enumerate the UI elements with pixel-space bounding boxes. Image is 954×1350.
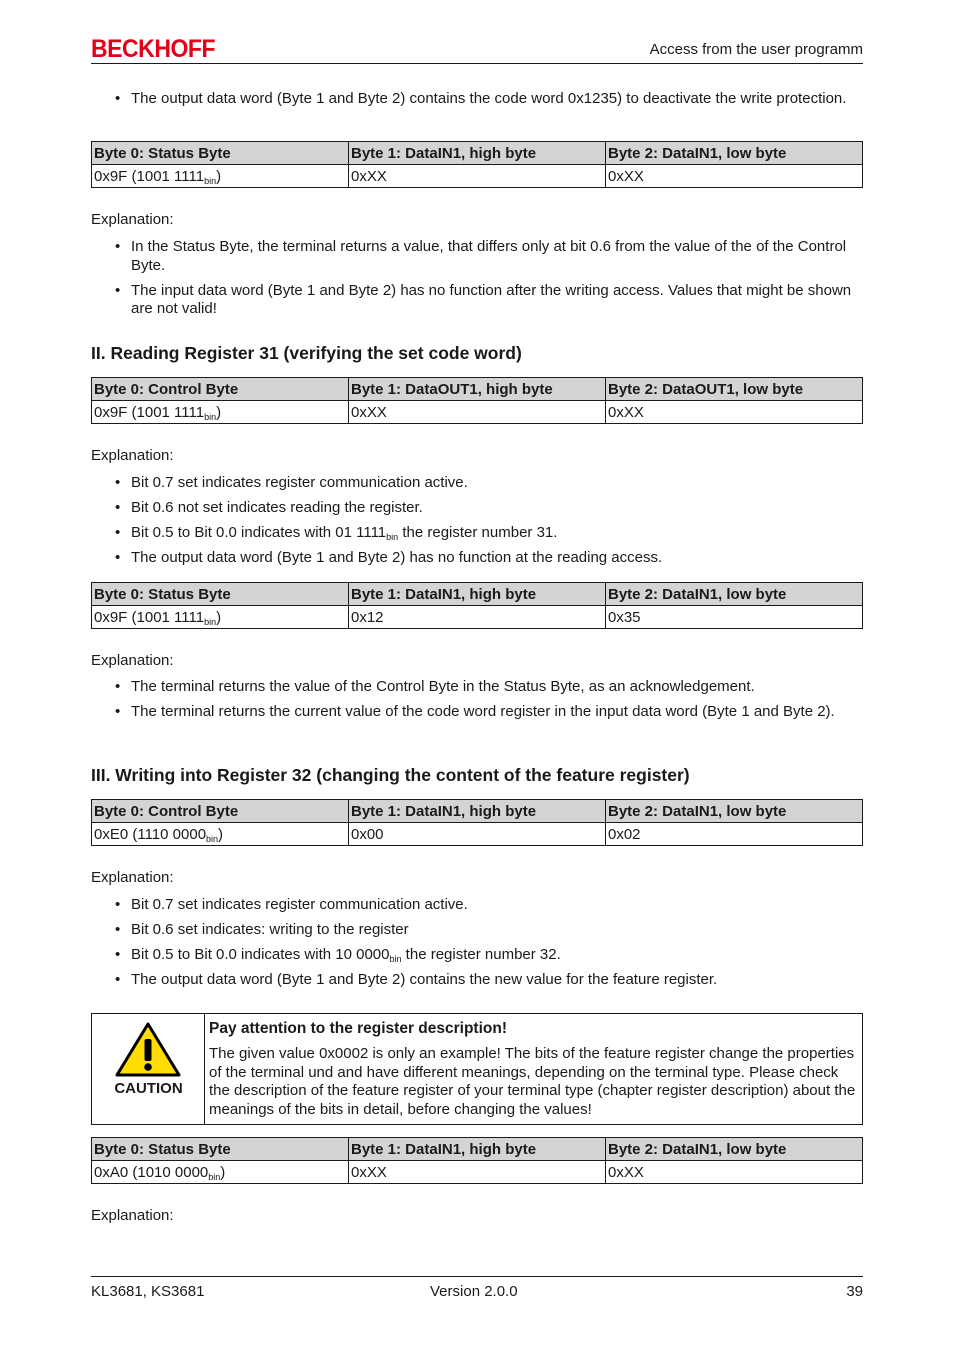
footer-version: Version 2.0.0: [430, 1283, 518, 1300]
explanation-label: Explanation:: [91, 1207, 174, 1224]
table-cell: 0x9F (1001 $1111_{bin}$): [92, 401, 349, 424]
table-cell: 0x9F (1001 $1111_{bin}$): [92, 165, 349, 188]
list-item: • In the Status Byte, the terminal returns a value, that differs only at bit 0.6 from the value of the of the Control Byte.: [115, 238, 847, 274]
caution-content: [209, 1019, 859, 1119]
list-item: • Bit 0.7 set indicates register communication active.: [115, 474, 468, 491]
table-cell: 0x12: [349, 606, 606, 629]
intro-bullets: [91, 90, 863, 115]
caution-title: Pay attention to the register description!: [209, 1020, 507, 1037]
explanation-bullets-3: [91, 678, 863, 728]
table-row: [92, 1161, 863, 1184]
table-cell: 0x02: [606, 823, 863, 846]
list-item: • The output data word (Byte 1 and Byte 2) contains the code word 0x1235) to deactivate the write protection.: [115, 90, 847, 107]
section-heading-writing-register: III. Writing into Register 32 (changing the content of the feature register): [91, 765, 690, 785]
explanation-label: Explanation:: [91, 652, 174, 669]
table-status-byte-3: [91, 582, 863, 629]
table-row: [92, 823, 863, 846]
list-item: • The terminal returns the current value of the code word register in the input data word (Byte 1 and Byte 2).: [115, 703, 835, 720]
list-item: • Bit 0.6 set indicates: writing to the register: [115, 921, 409, 938]
table-header-cell: Byte 1: DataIN1, high byte: [349, 800, 606, 823]
caution-icon-panel: [92, 1014, 205, 1124]
table-cell: 0x00: [349, 823, 606, 846]
table-row: [92, 606, 863, 629]
table-header-cell: Byte 2: DataOUT1, low byte: [606, 378, 863, 401]
list-item: • The input data word (Byte 1 and Byte 2) has no function after the writing access. Values that might be shown are not valid!: [115, 281, 852, 317]
table-cell: 0xXX: [606, 165, 863, 188]
table-cell: 0x35: [606, 606, 863, 629]
explanation-bullets-1: [91, 238, 863, 325]
list-item: • Bit 0.6 not set indicates reading the register.: [115, 499, 423, 516]
footer-product: KL3681, KS3681: [91, 1283, 205, 1300]
table-header-cell: Byte 2: DataIN1, low byte: [606, 142, 863, 165]
table-status-byte-1: [91, 141, 863, 188]
section-heading-reading-register: II. Reading Register 31 (verifying the set code word): [91, 343, 522, 363]
table-header-cell: Byte 1: DataIN1, high byte: [349, 583, 606, 606]
table-header-cell: Byte 0: Status Byte: [92, 142, 349, 165]
table-header-row: [92, 378, 863, 401]
table-cell: 0xE0 (1110 $0000_{bin}$): [92, 823, 349, 846]
table-header-cell: Byte 1: DataIN1, high byte: [349, 1138, 606, 1161]
list-item: • The output data word (Byte 1 and Byte 2) has no function at the reading access.: [115, 549, 663, 566]
table-cell: 0xXX: [349, 1161, 606, 1184]
table-control-byte-2: [91, 377, 863, 424]
warning-triangle-icon: [114, 1021, 182, 1077]
table-header-cell: Byte 1: DataIN1, high byte: [349, 142, 606, 165]
table-status-byte-5: [91, 1137, 863, 1184]
explanation-bullets-2: [91, 474, 863, 574]
table-cell: 0xXX: [606, 401, 863, 424]
table-header-cell: Byte 0: Status Byte: [92, 583, 349, 606]
table-row: [92, 401, 863, 424]
explanation-label: Explanation:: [91, 211, 174, 228]
list-item: • Bit 0.5 to Bit 0.0 indicates with 10 $0000_{bin}$ the register number 32.: [115, 946, 561, 964]
table-row: [92, 165, 863, 188]
table-header-row: [92, 142, 863, 165]
page-footer: [91, 1276, 863, 1306]
list-item: • The terminal returns the value of the Control Byte in the Status Byte, as an acknowledgement.: [115, 678, 755, 695]
table-header-cell: Byte 0: Status Byte: [92, 1138, 349, 1161]
table-header-cell: Byte 2: DataIN1, low byte: [606, 800, 863, 823]
caution-label: CAUTION: [114, 1080, 183, 1097]
header-section-title: Access from the user programm: [649, 41, 863, 58]
table-header-cell: Byte 0: Control Byte: [92, 800, 349, 823]
explanation-label: Explanation:: [91, 447, 174, 464]
table-header-cell: Byte 0: Control Byte: [92, 378, 349, 401]
table-cell: 0xXX: [606, 1161, 863, 1184]
beckhoff-logo: BECKHOFF: [91, 35, 216, 63]
page-number: 39: [846, 1283, 863, 1300]
table-header-row: [92, 583, 863, 606]
table-header-cell: Byte 1: DataOUT1, high byte: [349, 378, 606, 401]
table-header-cell: Byte 2: DataIN1, low byte: [606, 583, 863, 606]
table-cell: 0x9F (1001 $1111_{bin}$): [92, 606, 349, 629]
table-header-cell: Byte 2: DataIN1, low byte: [606, 1138, 863, 1161]
table-control-byte-4: [91, 799, 863, 846]
explanation-bullets-4: [91, 896, 863, 996]
list-item: • The output data word (Byte 1 and Byte 2) contains the new value for the feature register.: [115, 971, 718, 988]
table-header-row: [92, 1138, 863, 1161]
list-item: • Bit 0.5 to Bit 0.0 indicates with 01 $1111_{bin}$ the register number 31.: [115, 524, 558, 542]
list-item: • Bit 0.7 set indicates register communication active.: [115, 896, 468, 913]
table-cell: 0xA0 (1010 $0000_{bin}$): [92, 1161, 349, 1184]
caution-notice: [91, 1013, 863, 1125]
table-cell: 0xXX: [349, 165, 606, 188]
page-header: [91, 36, 863, 64]
caution-text: The given value 0x0002 is only an example! The bits of the feature register change the properties of the terminal und and have different meanings, depending on the terminal type. Please check the description of the feature register of your terminal type (chapter register description) about the meanings of the bits in detail, before changing the values!: [209, 1045, 856, 1118]
table-header-row: [92, 800, 863, 823]
table-cell: 0xXX: [349, 401, 606, 424]
explanation-label: Explanation:: [91, 869, 174, 886]
